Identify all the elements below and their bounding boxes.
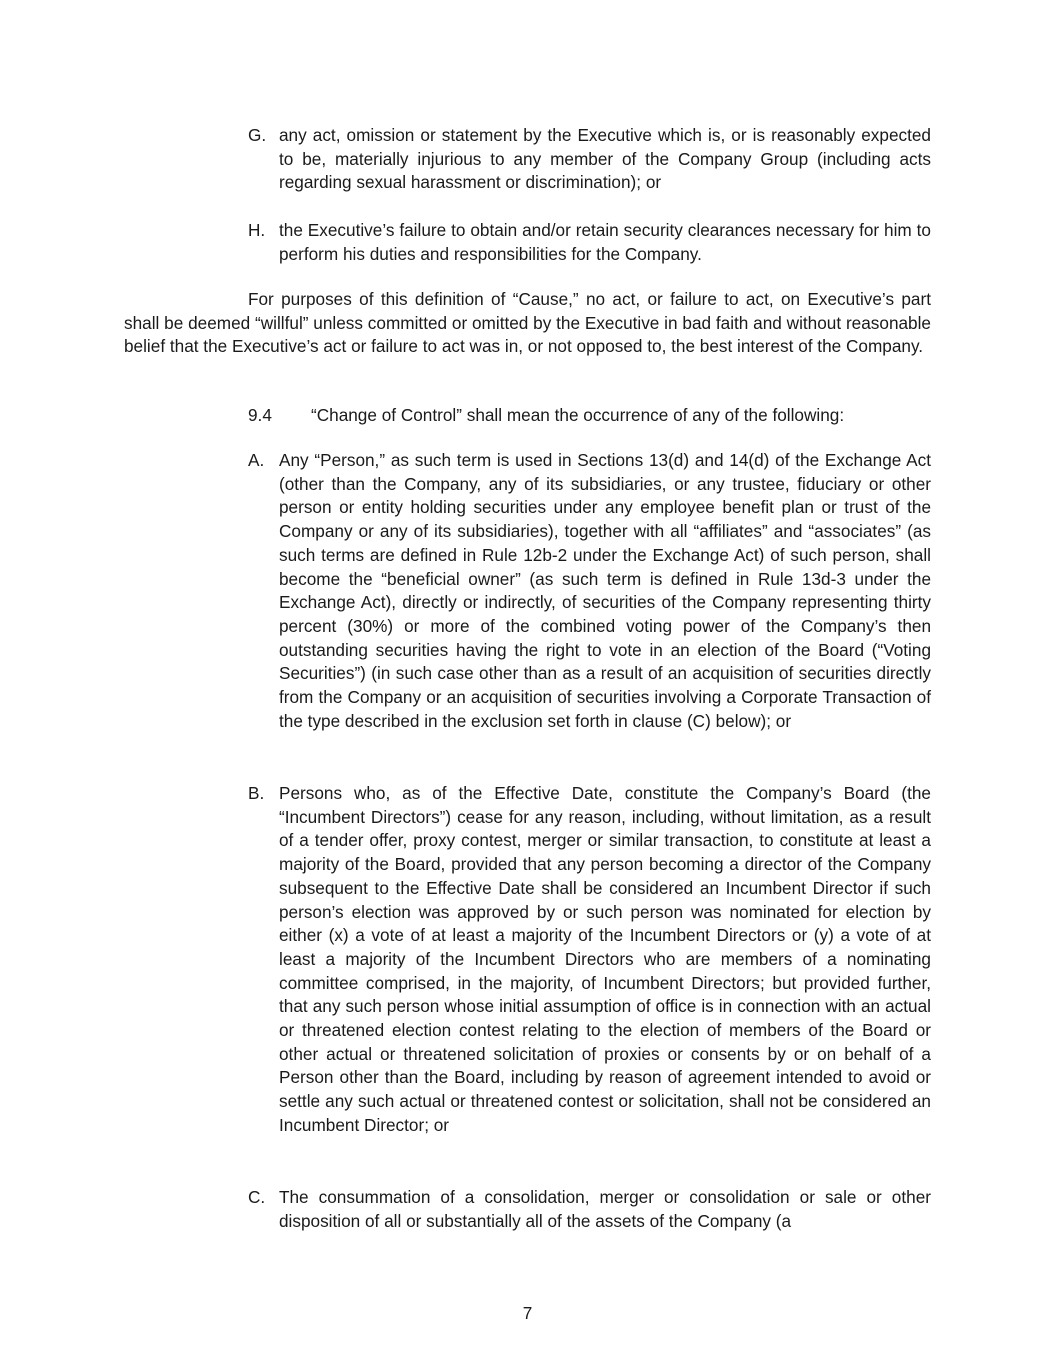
cause-definition-paragraph: For purposes of this definition of “Cause,” no act, or failure to act, on Executive’s part shall be deemed “willful” unless committed or omitted by the Executive in bad faith and without reasonable belief that the Executive’s act or failure to act was in, or not opposed to, the best interest of the Company. [124,289,931,357]
clause-text: the Executive’s failure to obtain and/or retain security clearances necessary for him to perform his duties and responsibilities for the Company. [279,220,931,264]
clause-marker: C. [248,1187,266,1207]
clause-b [248,782,931,1138]
section-number: 9.4 [248,405,272,425]
section-heading: “Change of Control” shall mean the occurrence of any of the following: [311,405,845,425]
clause-marker: B. [248,783,265,803]
clause-c [248,1186,931,1233]
section-9-4 [248,404,931,428]
clause-text: Persons who, as of the Effective Date, constitute the Company’s Board (the “Incumbent Directors”) cease for any reason, including, without limitation, as a result of a tender offer, proxy contest, merger or similar transaction, to constitute at least a majority of the Board, provided that any person becoming a director of the Company subsequent to the Effective Date shall be considered an Incumbent Director if such person’s election was approved by or such person was nominated for election by either (x) a vote of at least a majority of the Incumbent Directors or (y) a vote of at least a majority of the Incumbent Directors who are members of a nominating committee comprised, in the majority, of Incumbent Directors; but provided further, that any such person whose initial assumption of office is in connection with an actual or threatened election contest relating to the election of members of the Board or other actual or threatened solicitation of proxies or consents by or on behalf of a Person other than the Board, including by reason of agreement intended to avoid or settle any such actual or threatened contest or solicitation, shall not be considered an Incumbent Director; or [279,783,931,1135]
clause-marker: H. [248,220,266,240]
clause-h [248,219,931,266]
page-number: 7 [522,1303,533,1323]
clause-a [248,449,931,733]
clause-text: any act, omission or statement by the Executive which is, or is reasonably expected to be, materially injurious to any member of the Company Group (including acts regarding sexual harassment or discrimination); or [279,125,931,193]
clause-marker: A. [248,450,265,470]
clause-text: Any “Person,” as such term is used in Sections 13(d) and 14(d) of the Exchange Act (other than the Company, any of its subsidiaries, or any trustee, fiduciary or other person or entity holding securities under any employee benefit plan or trust of the Company or any of its subsidiaries), together with all “affiliates” and “associates” (as such terms are defined in Rule 12b-2 under the Exchange Act) of such person, shall become the “beneficial owner” (as such term is defined in Rule 13d-3 under the Exchange Act), directly or indirectly, of securities of the Company representing thirty percent (30%) or more of the combined voting power of the Company’s then outstanding securities having the right to vote in an election of the Board (“Voting Securities”) (in such case other than as a result of an acquisition of securities directly from the Company or an acquisition of securities involving a Corporate Transaction of the type described in the exclusion set forth in clause (C) below); or [279,450,931,731]
clause-marker: G. [248,125,267,145]
clause-text: The consummation of a consolidation, merger or consolidation or sale or other disposition of all or substantially all of the assets of the Company (a [279,1187,931,1231]
clause-g [248,124,931,195]
